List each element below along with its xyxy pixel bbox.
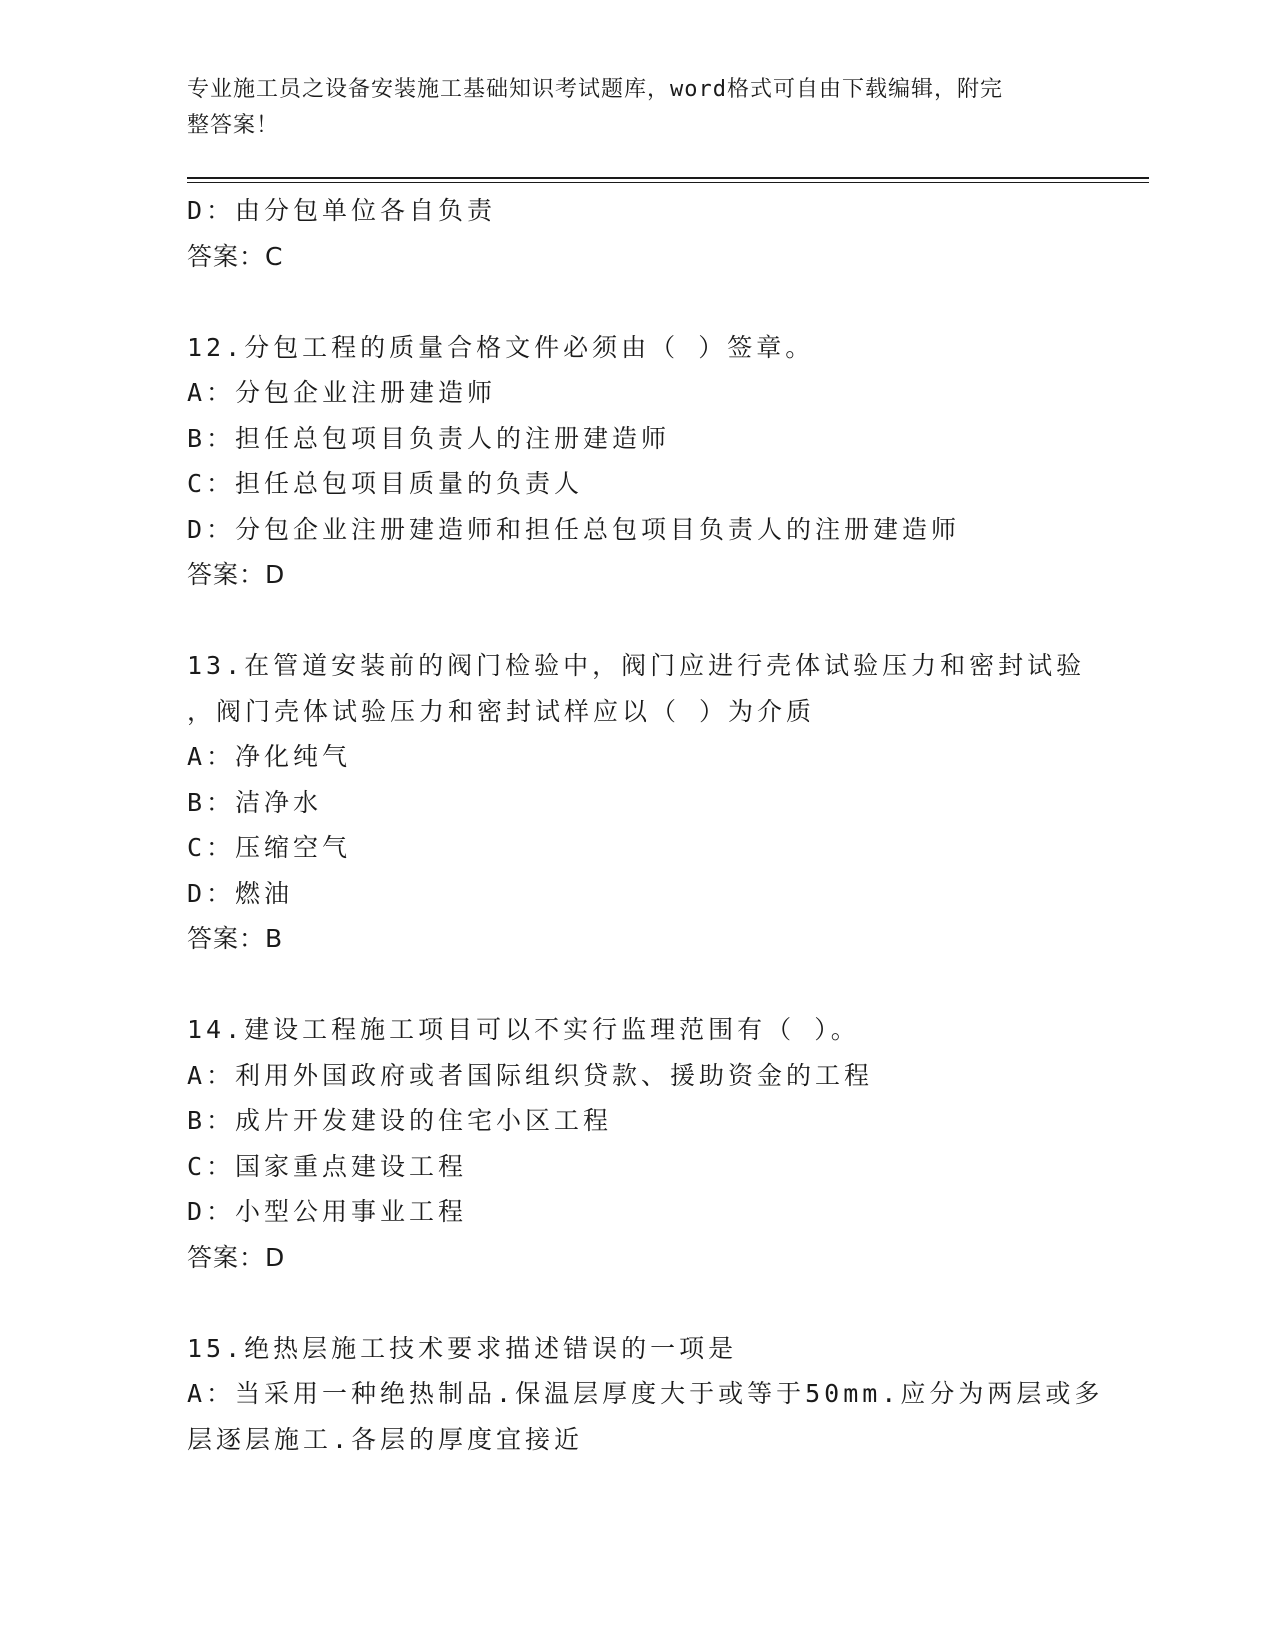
option-d: D：小型公用事业工程 [187,1197,468,1226]
header-divider-thin [187,182,1149,183]
option-b: B：成片开发建设的住宅小区工程 [187,1106,613,1135]
option-a: A：分包企业注册建造师 [187,378,497,407]
header-line-1: 专业施工员之设备安装施工基础知识考试题库，word格式可自由下载编辑，附完 [187,77,1003,102]
option-b: B：洁净水 [187,787,323,817]
answer-line: 答案：D [187,1242,286,1272]
option-c: C：担任总包项目质量的负责人 [187,469,584,498]
question-block-12 [187,325,1087,598]
question-stem-line-1: 13.在管道安装前的阀门检验中，阀门应进行壳体试验压力和密封试验 [187,651,1086,680]
option-a-line-2: 层逐层施工.各层的厚度宜接近 [187,1424,584,1454]
option-c: C：国家重点建设工程 [187,1151,468,1181]
question-stem: 12.分包工程的质量合格文件必须由（ ）签章。 [187,332,815,362]
option-d: D：由分包单位各自负责 [187,196,497,225]
option-a: A：净化纯气 [187,742,352,771]
answer-line: 答案：B [187,924,284,953]
question-stem: 14.建设工程施工项目可以不实行监理范围有（ ）。 [187,1015,860,1044]
question-stem: 15.绝热层施工技术要求描述错误的一项是 [187,1333,738,1363]
spacer [187,598,1087,644]
option-d: D：分包企业注册建造师和担任总包项目负责人的注册建造师 [187,514,961,544]
question-block-15 [187,1326,1104,1463]
option-b: B：担任总包项目负责人的注册建造师 [187,423,671,453]
option-a: A：利用外国政府或者国际组织贷款、援助资金的工程 [187,1060,874,1090]
option-d: D：燃油 [187,878,294,908]
question-list [187,188,1104,1462]
question-block-14 [187,1007,1087,1280]
answer-line: 答案：D [187,560,286,589]
answer-line: 答案：C [187,241,284,271]
header-divider-thick [187,177,1149,179]
question-block-prev [187,188,1087,279]
spacer [187,1280,1087,1326]
question-block-13 [187,643,1087,962]
question-stem-line-2: ，阀门壳体试验压力和密封试样应以（ ）为介质 [187,696,816,726]
option-a-line-1: A：当采用一种绝热制品.保温层厚度大于或等于50mm.应分为两层或多 [187,1379,1104,1408]
spacer [187,279,1087,325]
option-c: C：压缩空气 [187,833,352,862]
document-header [187,72,1067,144]
spacer [187,962,1087,1008]
header-line-2: 整答案！ [187,113,280,138]
